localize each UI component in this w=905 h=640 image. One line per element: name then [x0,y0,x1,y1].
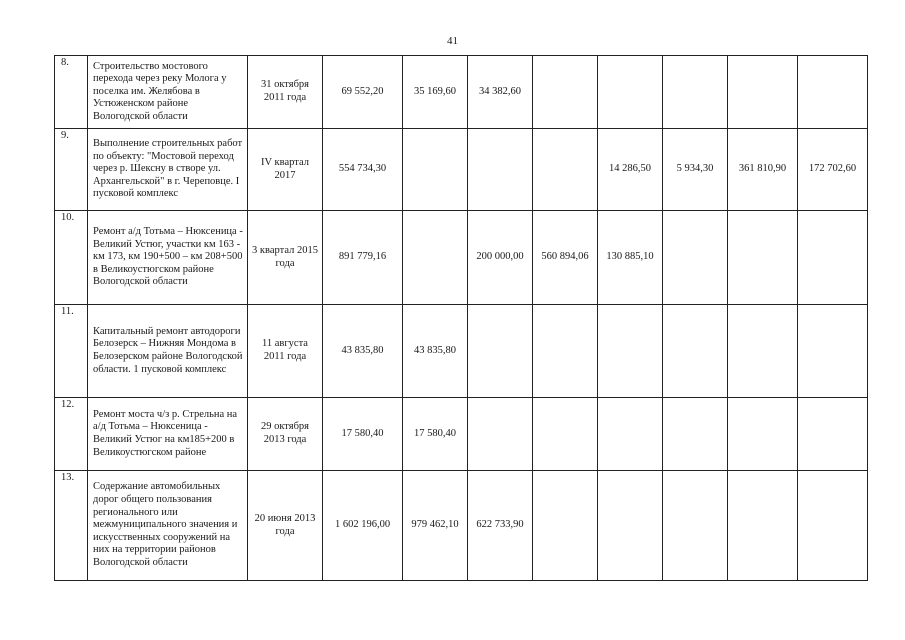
amount-col-2: 17 580,40 [403,398,468,471]
amount-col-4 [533,56,598,129]
amount-total: 17 580,40 [323,398,403,471]
amount-col-3 [468,398,533,471]
object-description: Капитальный ремонт автодороги Белозерск – Нижняя Мондома в Белозерском районе Вологодской области. 1 пусковой комплекс [88,305,248,398]
amount-col-4 [533,129,598,211]
amount-col-6 [663,211,728,305]
amount-total: 69 552,20 [323,56,403,129]
object-description: Строительство мостового перехода через реку Молога у поселка им. Желябова в Устюженском районе Вологодской области [88,56,248,129]
amount-col-7 [728,305,798,398]
row-number: 13. [55,471,88,581]
amount-col-6 [663,56,728,129]
amount-col-7 [728,398,798,471]
amount-col-8 [798,471,868,581]
row-number: 10. [55,211,88,305]
table-row [55,56,868,129]
amount-col-6 [663,305,728,398]
amount-col-8 [798,398,868,471]
amount-col-6: 5 934,30 [663,129,728,211]
amount-col-6 [663,398,728,471]
amount-col-7: 361 810,90 [728,129,798,211]
completion-date: 29 октября 2013 года [248,398,323,471]
amount-total: 891 779,16 [323,211,403,305]
table-row [55,129,868,211]
object-description: Содержание автомобильных дорог общего пользования регионального или межмуниципального значения и искусственных сооружений на них на территории районов Вологодской области [88,471,248,581]
amount-col-8 [798,56,868,129]
amount-col-2 [403,211,468,305]
table-row [55,305,868,398]
row-number: 11. [55,305,88,398]
amount-col-2: 979 462,10 [403,471,468,581]
amount-col-6 [663,471,728,581]
amount-col-2: 35 169,60 [403,56,468,129]
amount-col-5: 130 885,10 [598,211,663,305]
amount-col-5 [598,471,663,581]
completion-date: 20 июня 2013 года [248,471,323,581]
amount-col-5 [598,56,663,129]
amount-col-5 [598,305,663,398]
amount-col-8 [798,211,868,305]
amount-col-7 [728,56,798,129]
amount-col-4 [533,471,598,581]
page-number: 41 [447,35,458,47]
amount-col-2 [403,129,468,211]
completion-date: 31 октября 2011 года [248,56,323,129]
object-description: Ремонт а/д Тотьма – Нюксеница - Великий Устюг, участки км 163 - км 173, км 190+500 – км 208+500 в Великоустюгском районе Вологодской области [88,211,248,305]
amount-total: 1 602 196,00 [323,471,403,581]
amount-col-4: 560 894,06 [533,211,598,305]
amount-col-4 [533,305,598,398]
amount-col-3 [468,305,533,398]
table-row [55,211,868,305]
amount-total: 554 734,30 [323,129,403,211]
amount-col-5 [598,398,663,471]
amount-col-5: 14 286,50 [598,129,663,211]
amount-col-3: 622 733,90 [468,471,533,581]
row-number: 9. [55,129,88,211]
amount-col-8 [798,305,868,398]
amount-col-7 [728,211,798,305]
amount-col-3: 200 000,00 [468,211,533,305]
table-row [55,398,868,471]
row-number: 12. [55,398,88,471]
row-number: 8. [55,56,88,129]
amount-col-8: 172 702,60 [798,129,868,211]
amount-col-7 [728,471,798,581]
amount-total: 43 835,80 [323,305,403,398]
amount-col-3 [468,129,533,211]
completion-date: IV квартал 2017 [248,129,323,211]
amount-col-4 [533,398,598,471]
completion-date: 11 августа 2011 года [248,305,323,398]
amount-col-3: 34 382,60 [468,56,533,129]
object-description: Ремонт моста ч/з р. Стрельна на а/д Тотьма – Нюксеница - Великий Устюг на км185+200 в Великоустюгском районе [88,398,248,471]
table-row [55,471,868,581]
completion-date: 3 квартал 2015 года [248,211,323,305]
data-table [54,55,868,581]
amount-col-2: 43 835,80 [403,305,468,398]
object-description: Выполнение строительных работ по объекту: "Мостовой переход через р. Шексну в створе ул. Архангельской" в г. Череповце. I пусковой комплекс [88,129,248,211]
